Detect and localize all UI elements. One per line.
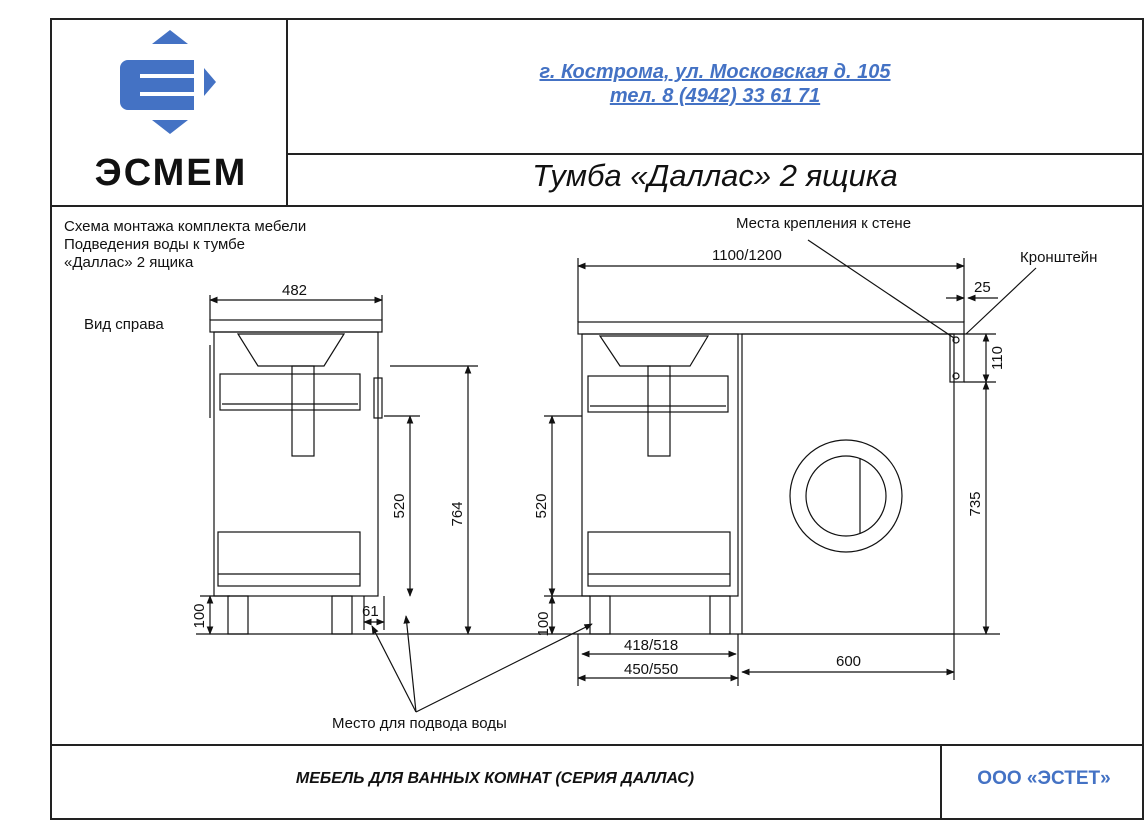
dim-side-width: 482 <box>282 282 308 299</box>
caption-line-1: Схема монтажа комплекта мебели <box>64 218 307 235</box>
caption-line-2: Подведения воды к тумбе <box>64 236 245 253</box>
dim-front-25: 25 <box>974 279 991 296</box>
address-line[interactable]: г. Кострома, ул. Московская д. 105 <box>539 61 891 83</box>
label-bracket: Кронштейн <box>1020 249 1098 266</box>
footer-series: МЕБЕЛЬ ДЛЯ ВАННЫХ КОМНАТ (СЕРИЯ ДАЛЛАС) <box>295 770 695 787</box>
logo-wordmark: ЭСМЕМ <box>94 152 248 194</box>
dim-side-520: 520 <box>391 493 408 519</box>
caption-line-3: «Даллас» 2 ящика <box>64 254 194 271</box>
dim-front-100: 100 <box>535 611 552 637</box>
label-wall-mount: Места крепления к стене <box>736 215 912 232</box>
product-title: Тумба «Даллас» 2 ящика <box>532 158 898 193</box>
dim-side-100: 100 <box>191 603 208 629</box>
dim-front-width: 1100/1200 <box>712 247 782 264</box>
dim-front-735: 735 <box>967 491 984 517</box>
dim-side-764: 764 <box>449 501 466 527</box>
footer-company: ООО «ЭСТЕТ» <box>977 768 1111 789</box>
dim-side-61: 61 <box>362 603 379 620</box>
label-water-supply: Место для подвода воды <box>332 715 507 732</box>
dim-front-520: 520 <box>533 493 550 519</box>
side-view-label: Вид справа <box>84 316 164 333</box>
phone-line[interactable]: тел. 8 (4942) 33 61 71 <box>609 85 821 107</box>
dim-front-600: 600 <box>836 653 862 670</box>
dim-front-418: 418/518 <box>624 637 679 654</box>
dim-front-110: 110 <box>989 346 1006 370</box>
side-view-cabinet <box>210 320 382 634</box>
front-view-cabinet <box>578 322 964 634</box>
dim-front-450: 450/550 <box>624 661 679 678</box>
